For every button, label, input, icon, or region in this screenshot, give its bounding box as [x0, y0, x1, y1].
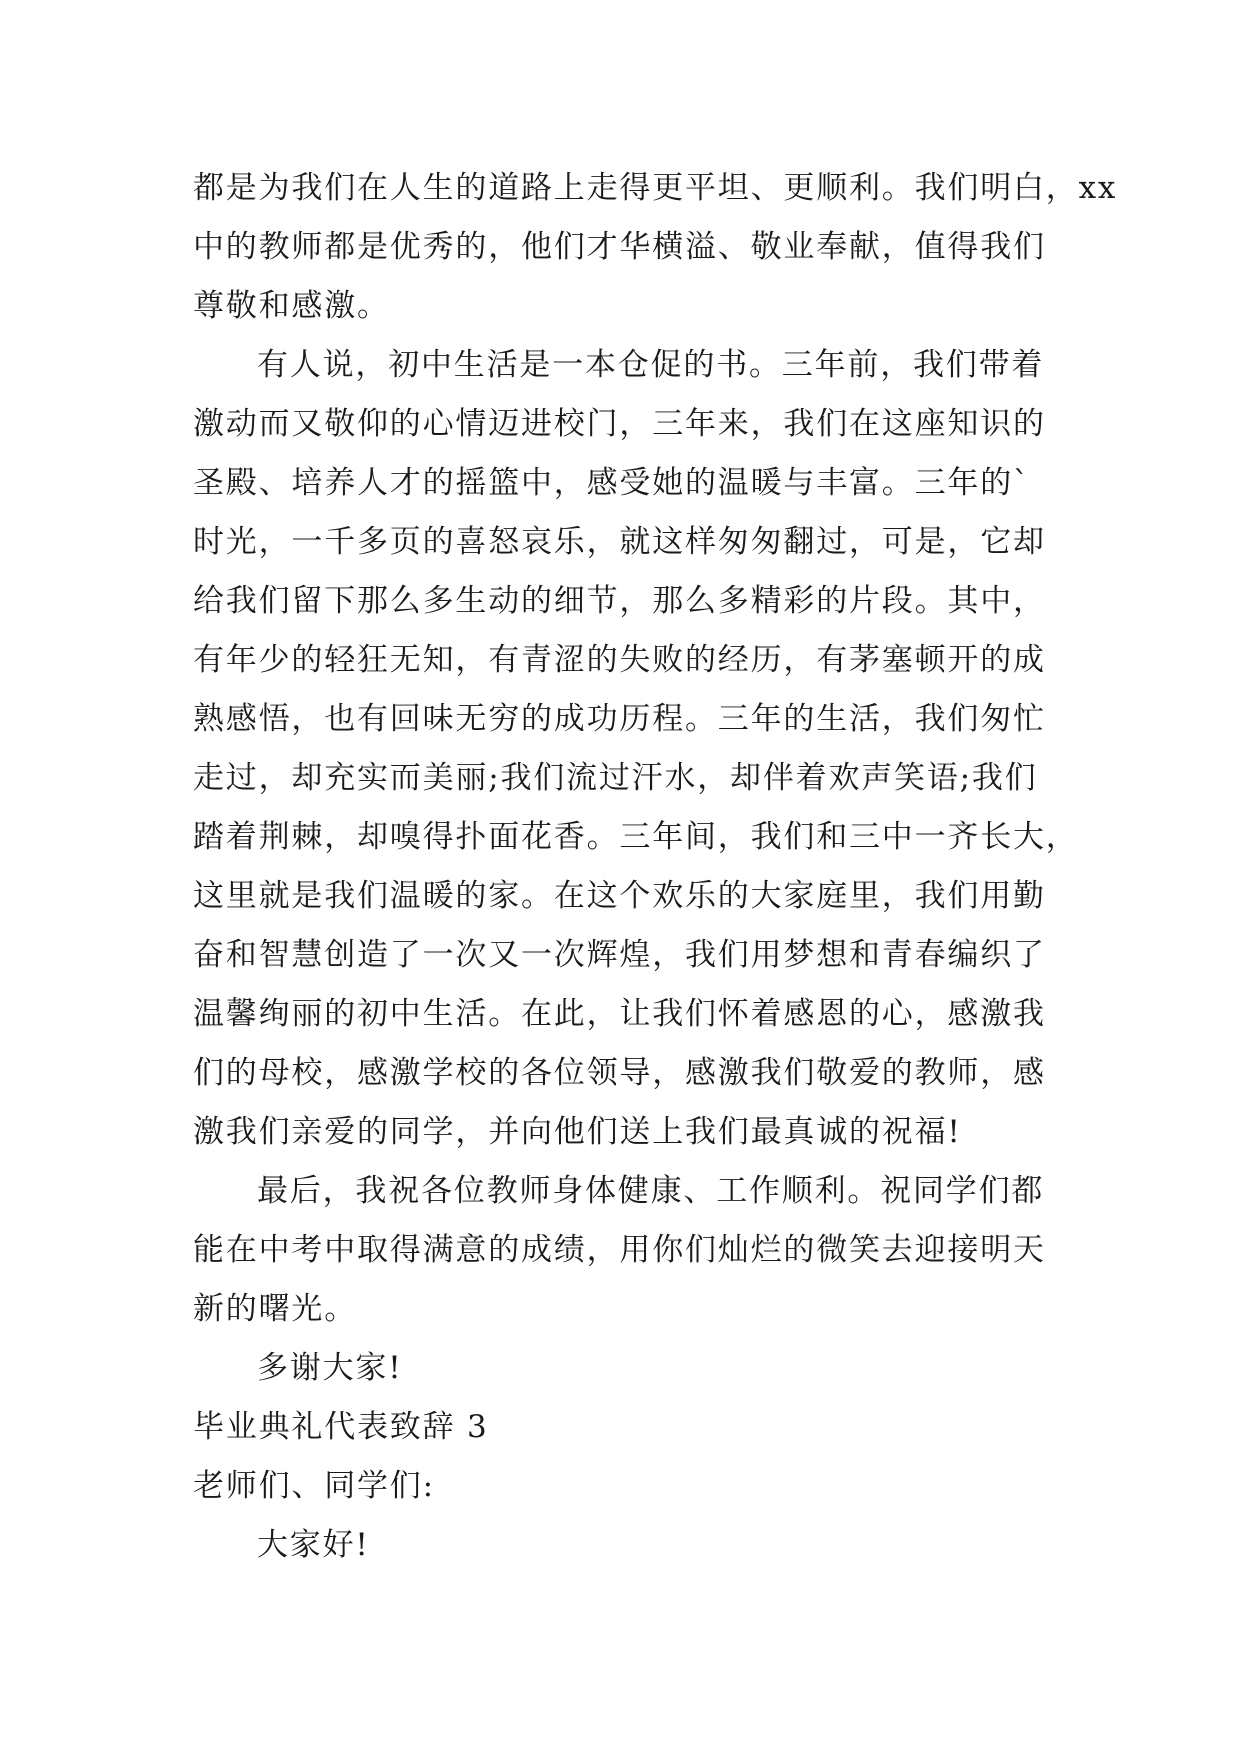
text-line: 激动而又敬仰的心情迈进校门，三年来，我们在这座知识的	[193, 406, 1046, 442]
closing-line: 多谢大家!	[257, 1350, 403, 1386]
paragraph-start-line: 有人说，初中生活是一本仓促的书。三年前，我们带着	[257, 347, 1045, 383]
text-line: 中的教师都是优秀的，他们才华横溢、敬业奉献，值得我们	[193, 229, 1046, 265]
text-line: 奋和智慧创造了一次又一次辉煌，我们用梦想和青春编织了	[193, 937, 1046, 973]
text-line: 熟感悟，也有回味无穷的成功历程。三年的生活，我们匆忙	[193, 701, 1046, 737]
paragraph-start-line: 最后，我祝各位教师身体健康、工作顺利。祝同学们都	[257, 1173, 1045, 1209]
text-line: 这里就是我们温暖的家。在这个欢乐的大家庭里，我们用勤	[193, 878, 1046, 914]
text-line: 圣殿、培养人才的摇篮中，感受她的温暖与丰富。三年的`	[193, 465, 1031, 501]
text-line: 走过，却充实而美丽;我们流过汗水，却伴着欢声笑语;我们	[193, 760, 1038, 796]
text-line: 激我们亲爱的同学，并向他们送上我们最真诚的祝福!	[193, 1114, 962, 1150]
greeting-line: 大家好!	[257, 1527, 370, 1563]
salutation-line: 老师们、同学们:	[193, 1468, 435, 1504]
text-line: 踏着荆棘，却嗅得扑面花香。三年间，我们和三中一齐长大，	[193, 819, 1079, 855]
text-line: 时光，一千多页的喜怒哀乐，就这样匆匆翻过，可是，它却	[193, 524, 1046, 560]
text-line: 都是为我们在人生的道路上走得更平坦、更顺利。我们明白，xx	[193, 170, 1118, 206]
text-line: 温馨绚丽的初中生活。在此，让我们怀着感恩的心，感激我	[193, 996, 1046, 1032]
text-line: 有年少的轻狂无知，有青涩的失败的经历，有茅塞顿开的成	[193, 642, 1046, 678]
text-line: 们的母校，感激学校的各位领导，感激我们敬爱的教师，感	[193, 1055, 1046, 1091]
document-body	[193, 159, 1118, 1575]
section-heading: 毕业典礼代表致辞 3	[193, 1409, 489, 1445]
text-line: 尊敬和感激。	[193, 288, 390, 324]
text-line: 新的曙光。	[193, 1291, 357, 1327]
text-line: 能在中考中取得满意的成绩，用你们灿烂的微笑去迎接明天	[193, 1232, 1046, 1268]
text-line: 给我们留下那么多生动的细节，那么多精彩的片段。其中，	[193, 583, 1046, 619]
